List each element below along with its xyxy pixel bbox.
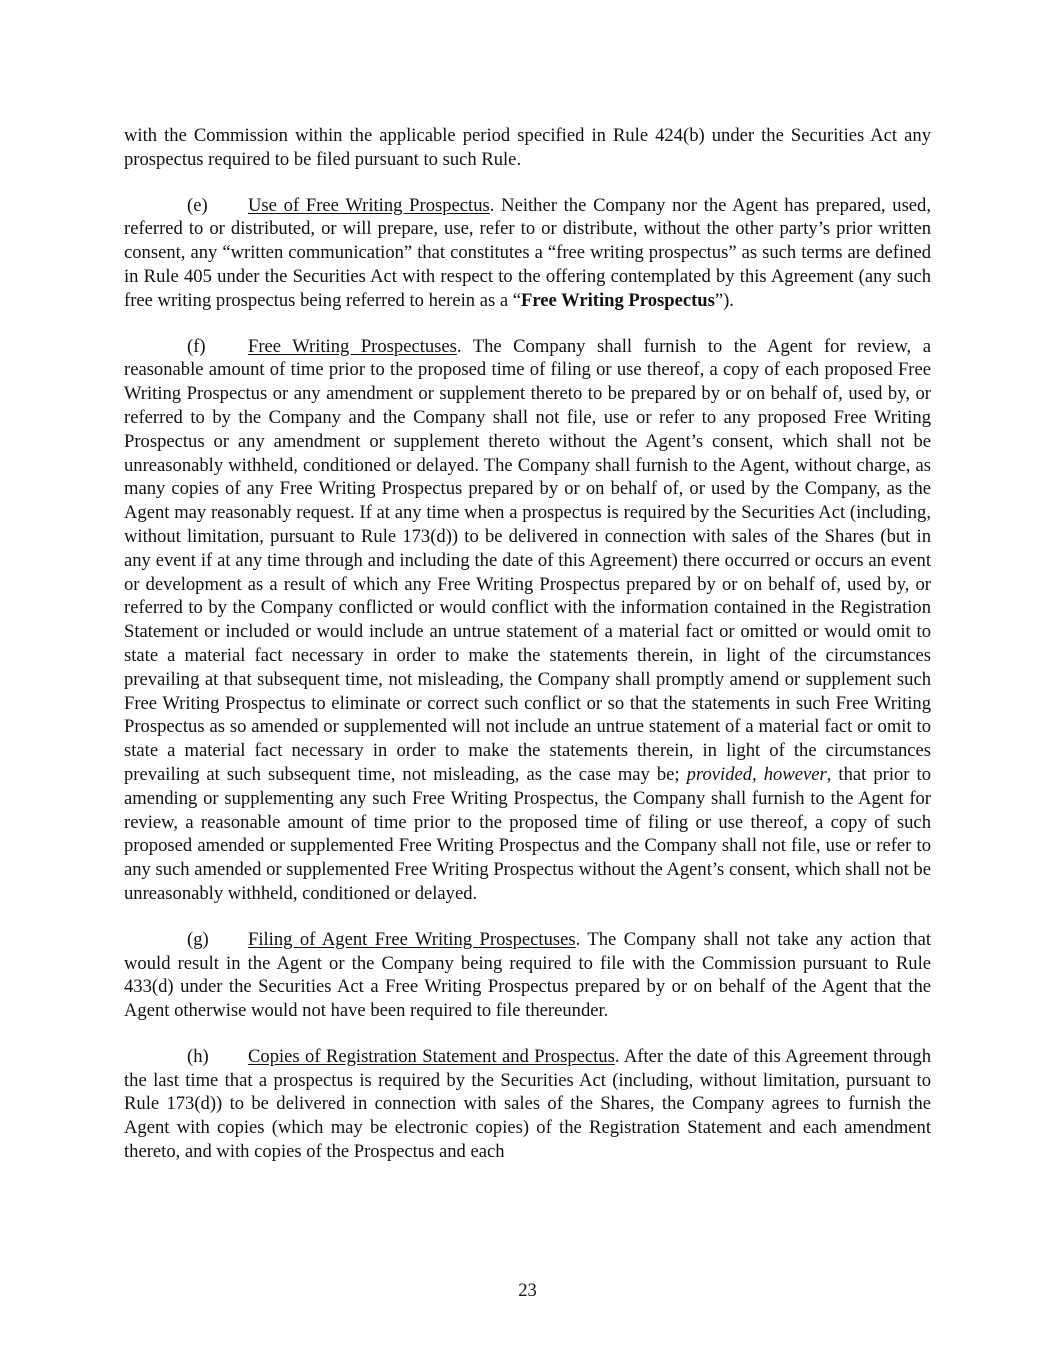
- section-g-paragraph: [124, 928, 931, 1023]
- section-e-paragraph: [124, 194, 931, 313]
- section-heading: Use of Free Writing Prospectus: [248, 194, 490, 216]
- section-body-end: , that prior to amending or supplementing any such Free Writing Prospectus, the Company shall furnish to the Agent for review, a reasonable amount of time prior to the proposed time of filing or use thereof, a copy of such proposed amended or supplemented Free Writing Prospectus and the Company shall not file, use or refer to any such amended or supplemented Free Writing Prospectus without the Agent’s consent, which shall not be unreasonably withheld, conditioned or delayed.: [124, 763, 931, 904]
- section-h-paragraph: [124, 1045, 931, 1164]
- section-body: . After the date of this Agreement through the last time that a prospectus is required by the Securities Act (including, without limitation, pursuant to Rule 173(d)) to be delivered in connection with sales of the Shares, the Company agrees to furnish the Agent with copies (which may be electronic copies) of the Registration Statement and each amendment thereto, and with copies of the Prospectus and each: [124, 1045, 931, 1163]
- proviso-emphasis: provided, however: [686, 763, 827, 785]
- section-label: (g): [187, 928, 209, 950]
- section-heading: Free Writing Prospectuses: [248, 335, 457, 357]
- section-body: . The Company shall furnish to the Agent for review, a reasonable amount of time prior to the proposed time of filing or use thereof, a copy of each proposed Free Writing Prospectus or any amendment or supplement thereto to be prepared by or on behalf of, used by, or referred to by the Company and the Company shall not file, use or refer to any proposed Free Writing Prospectus or any amendment or supplement thereto without the Agent’s consent, which shall not be unreasonably withheld, conditioned or delayed. The Company shall furnish to the Agent, without charge, as many copies of any Free Writing Prospectus prepared by or on behalf of, or used by the Company, as the Agent may reasonably request. If at any time when a prospectus is required by the Securities Act (including, without limitation, pursuant to Rule 173(d)) to be delivered in connection with sales of the Shares (but in any event if at any time through and including the date of this Agreement) there occurred or occurs an event or development as a result of which any Free Writing Prospectus prepared by or on behalf of, used by, or referred to by the Company conflicted or would conflict with the information contained in the Registration Statement or included or would include an untrue statement of a material fact or omitted or would omit to state a material fact necessary in order to make the statements therein, in light of the circumstances prevailing at that subsequent time, not misleading, the Company shall promptly amend or supplement such Free Writing Prospectus to eliminate or correct such conflict or so that the statements in such Free Writing Prospectus as so amended or supplemented will not include an untrue statement of a material fact or omit to state a material fact necessary in order to make the statements therein, in light of the circumstances prevailing at such subsequent time, not misleading, as the case may be;: [124, 335, 931, 785]
- defined-term: Free Writing Prospectus: [521, 289, 715, 311]
- section-heading: Copies of Registration Statement and Prospectus: [248, 1045, 615, 1067]
- section-f-paragraph: [124, 335, 931, 906]
- page-number: 23: [518, 1280, 537, 1301]
- document-page: [124, 124, 931, 1186]
- section-label: (f): [187, 335, 206, 357]
- section-body: . The Company shall not take any action that would result in the Agent or the Company being required to file with the Commission pursuant to Rule 433(d) under the Securities Act a Free Writing Prospectus prepared by or on behalf of the Agent that the Agent otherwise would not have been required to file thereunder.: [124, 928, 931, 1022]
- section-body: . Neither the Company nor the Agent has prepared, used, referred to or distributed, or will prepare, use, refer to or distribute, without the other party’s prior written consent, any “written communication” that constitutes a “free writing prospectus” as such terms are defined in Rule 405 under the Securities Act with respect to the offering contemplated by this Agreement (any such free writing prospectus being referred to herein as a “: [124, 194, 931, 311]
- section-body-end: ”).: [714, 289, 734, 311]
- section-label: (e): [187, 194, 208, 216]
- section-label: (h): [187, 1045, 209, 1067]
- continuation-paragraph: with the Commission within the applicable period specified in Rule 424(b) under the Securities Act any prospectus required to be filed pursuant to such Rule.: [124, 125, 931, 170]
- section-heading: Filing of Agent Free Writing Prospectuses: [248, 928, 576, 950]
